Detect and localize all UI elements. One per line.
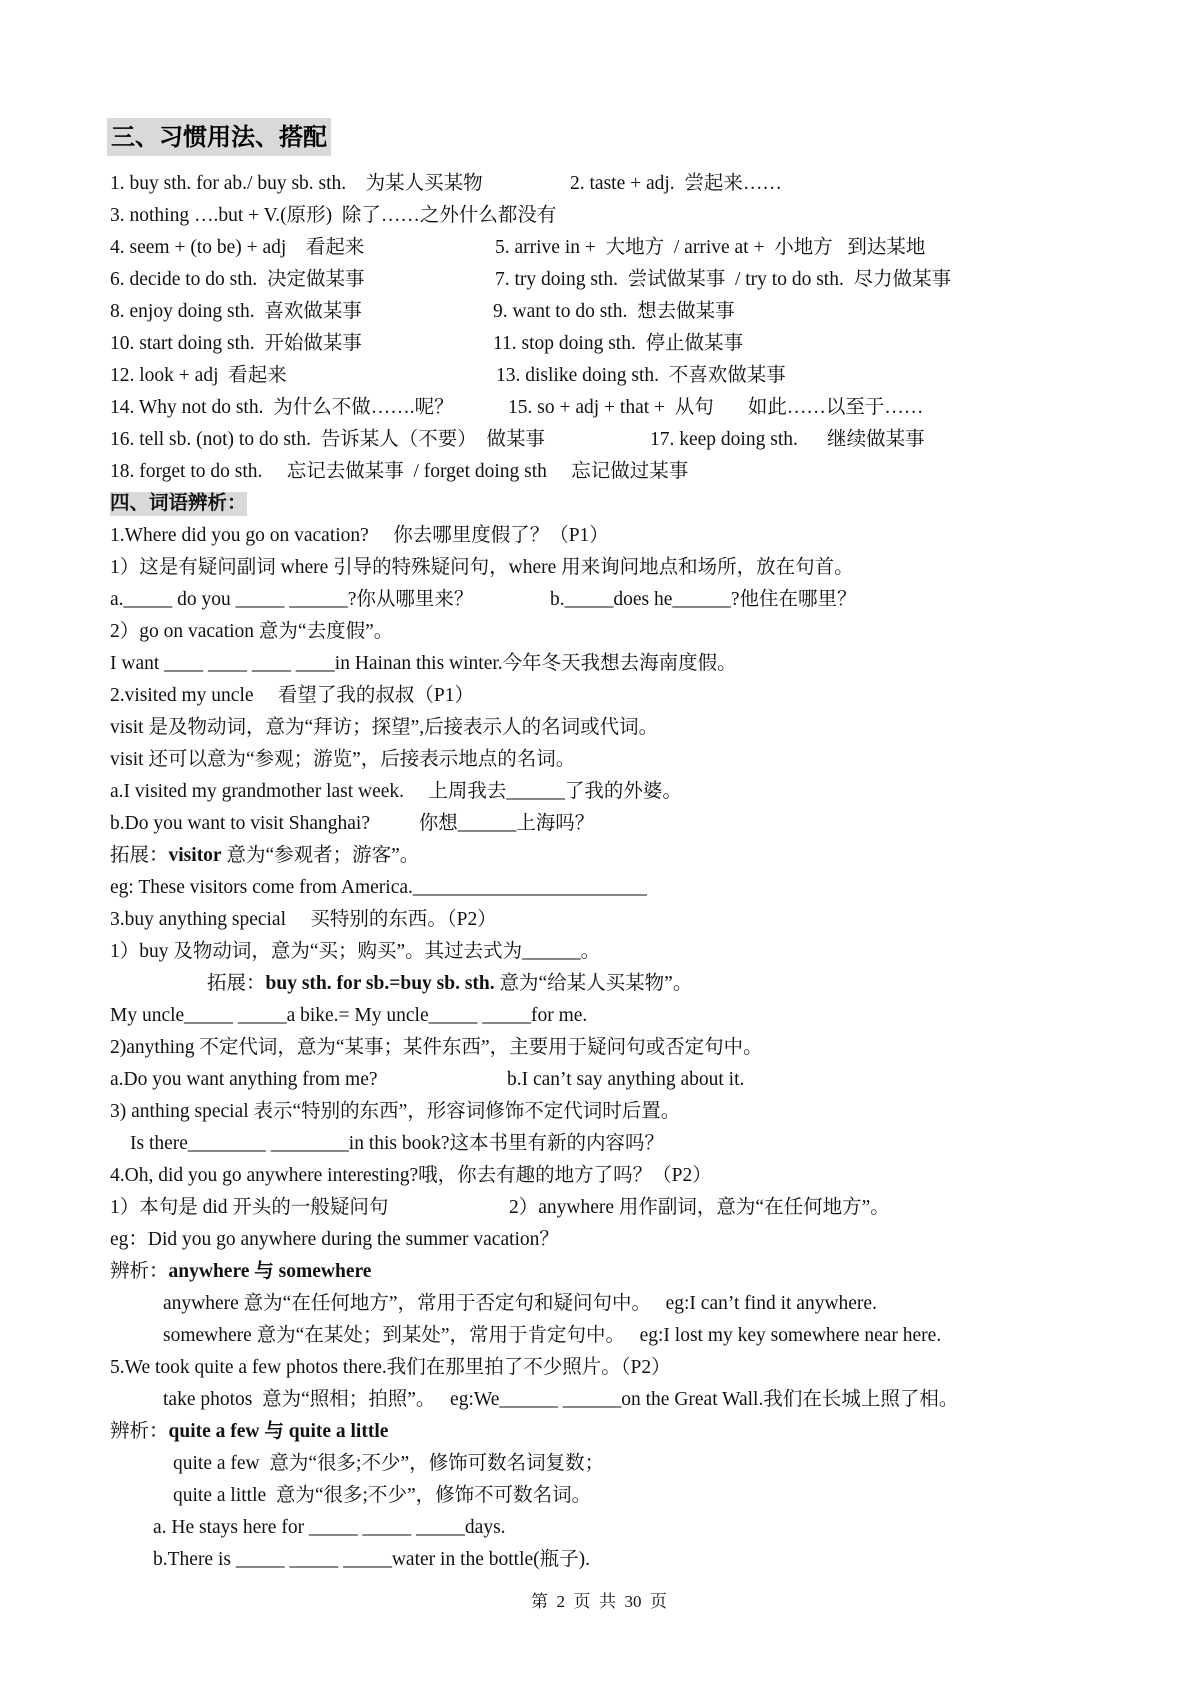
analysis-line: 2）anywhere 用作副词，意为“在任何地方”。 (509, 1197, 890, 1218)
example-line: a.Do you want anything from me? (110, 1069, 378, 1090)
usage-item: 16. tell sb. (not) to do sth. 告诉某人（不要） 做某事 (110, 429, 545, 450)
usage-item: 8. enjoy doing sth. 喜欢做某事 (110, 301, 362, 322)
comparison-line: quite a few 意为“很多;不少”，修饰可数名词复数； (173, 1453, 605, 1474)
comparison-line: anywhere 意为“在任何地方”，常用于否定句和疑问句中。 eg:I can’t find it anywhere. (163, 1293, 877, 1314)
comparison-label: 辨析： (110, 1421, 169, 1442)
exercise-line: b.Do you want to visit Shanghai? 你想______上海吗？ (110, 813, 595, 834)
example-line: b.I can’t say anything about it. (507, 1069, 745, 1090)
usage-item: 14. Why not do sth. 为什么不做…….呢？ (110, 397, 454, 418)
analysis-line: 2）go on vacation 意为“去度假”。 (110, 621, 394, 642)
usage-item: 13. dislike doing sth. 不喜欢做某事 (496, 365, 786, 386)
extension-label: 拓展： (110, 845, 169, 866)
extension-term: buy sth. for sb.=buy sb. sth. (265, 973, 495, 994)
exercise-line: b._____does he______?他住在哪里？ (550, 589, 857, 610)
exercise-line: I want ____ ____ ____ ____in Hainan this winter.今年冬天我想去海南度假。 (110, 653, 737, 674)
comparison-heading (110, 1260, 371, 1284)
exercise-line: a. He stays here for _____ _____ _____days. (153, 1517, 506, 1538)
page-footer: 第 2 页 共 30 页 (531, 1592, 667, 1611)
section-heading-usage: 三、习惯用法、搭配 (107, 118, 331, 156)
exercise-line: a._____ do you _____ ______?你从哪里来？ (110, 589, 474, 610)
usage-item: 5. arrive in + 大地方 / arrive at + 小地方 到达某地 (495, 237, 926, 258)
exercise-line: b.There is _____ _____ _____water in the bottle(瓶子). (153, 1549, 591, 1570)
exercise-line: take photos 意为“照相；拍照”。 eg:We______ ______on the Great Wall.我们在长城上照了相。 (163, 1389, 959, 1410)
extension-meaning: 意为“参观者；游客”。 (221, 845, 420, 866)
analysis-line: 3) anthing special 表示“特别的东西”，形容词修饰不定代词时后置。 (110, 1101, 681, 1122)
exercise-line: a.I visited my grandmother last week. 上周我去______了我的外婆。 (110, 781, 682, 802)
usage-item: 6. decide to do sth. 决定做某事 (110, 269, 365, 290)
analysis-line: 1）本句是 did 开头的一般疑问句 (110, 1197, 389, 1218)
usage-item: 10. start doing sth. 开始做某事 (110, 333, 362, 354)
section-heading-analysis: 四、词语辨析： (110, 493, 247, 514)
usage-item: 12. look + adj 看起来 (110, 365, 287, 386)
usage-item: 3. nothing ….but + V.(原形) 除了……之外什么都没有 (110, 205, 557, 226)
analysis-line: 1）buy 及物动词，意为“买；购买”。其过去式为______。 (110, 941, 601, 962)
comparison-term: quite a few 与 quite a little (168, 1421, 389, 1442)
comparison-line: quite a little 意为“很多;不少”，修饰不可数名词。 (173, 1485, 592, 1506)
comparison-term: anywhere 与 somewhere (168, 1261, 372, 1282)
analysis-line: 4.Oh, did you go anywhere interesting?哦，你去有趣的地方了吗？（P2） (110, 1165, 712, 1186)
usage-item: 2. taste + adj. 尝起来…… (570, 173, 782, 194)
usage-item: 15. so + adj + that + 从句 如此……以至于…… (508, 397, 924, 418)
comparison-label: 辨析： (110, 1261, 169, 1282)
extension-line (110, 844, 419, 868)
extension-term: visitor (168, 845, 222, 866)
analysis-line: 3.buy anything special 买特别的东西。（P2） (110, 909, 497, 930)
analysis-line: 1）这是有疑问副词 where 引导的特殊疑问句，where 用来询问地点和场所，放在句首。 (110, 557, 854, 578)
analysis-line: visit 还可以意为“参观；游览”，后接表示地点的名词。 (110, 749, 576, 770)
usage-item: 17. keep doing sth. 继续做某事 (650, 429, 925, 450)
usage-item: 11. stop doing sth. 停止做某事 (493, 333, 744, 354)
extension-meaning: 意为“给某人买某物”。 (494, 973, 693, 994)
usage-item: 7. try doing sth. 尝试做某事 / try to do sth. 尽力做某事 (495, 269, 952, 290)
analysis-line: 1.Where did you go on vacation? 你去哪里度假了？（P1） (110, 525, 609, 546)
example-line: eg：Did you go anywhere during the summer vacation？ (110, 1229, 559, 1250)
comparison-line: somewhere 意为“在某处；到某处”，常用于肯定句中。 eg:I lost my key somewhere near here. (163, 1325, 942, 1346)
usage-item: 4. seem + (to be) + adj 看起来 (110, 237, 365, 258)
analysis-line: 5.We took quite a few photos there.我们在那里拍了不少照片。（P2） (110, 1357, 671, 1378)
analysis-line: visit 是及物动词，意为“拜访；探望”,后接表示人的名词或代词。 (110, 717, 659, 738)
exercise-line: My uncle_____ _____a bike.= My uncle_____ _____for me. (110, 1005, 588, 1026)
exercise-line: Is there________ ________in this book?这本书里有新的内容吗？ (130, 1133, 665, 1154)
comparison-heading (110, 1420, 388, 1444)
usage-item: 9. want to do sth. 想去做某事 (493, 301, 735, 322)
usage-item: 1. buy sth. for ab./ buy sb. sth. 为某人买某物 (110, 173, 483, 194)
analysis-line: 2)anything 不定代词，意为“某事；某件东西”，主要用于疑问句或否定句中。 (110, 1037, 763, 1058)
usage-item: 18. forget to do sth. 忘记去做某事 / forget doing sth 忘记做过某事 (110, 461, 689, 482)
exercise-line: eg: These visitors come from America.________________________ (110, 877, 647, 898)
extension-label: 拓展： (207, 973, 266, 994)
extension-line (207, 972, 692, 996)
analysis-line: 2.visited my uncle 看望了我的叔叔（P1） (110, 685, 474, 706)
